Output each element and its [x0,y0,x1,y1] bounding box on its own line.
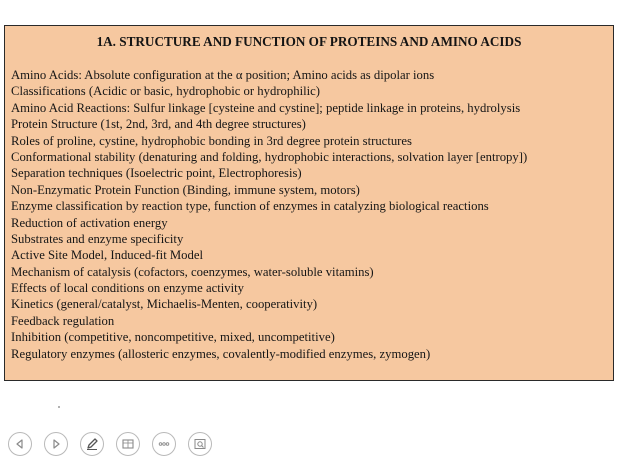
cursor-dot [58,406,60,408]
topic-item: Amino Acid Reactions: Sulfur linkage [cysteine and cystine]; peptide linkage in proteins, hydrolysis [11,100,521,115]
zoom-button[interactable] [188,432,212,456]
next-slide-button[interactable] [44,432,68,456]
topic-item: Amino Acids: Absolute configuration at the α position; Amino acids as dipolar ions [11,68,435,82]
topic-item: Enzyme classification by reaction type, function of enzymes in catalyzing biological reactions [11,199,489,214]
topic-item: Active Site Model, Induced-fit Model [11,248,204,263]
topic-item: Protein Structure (1st, 2nd, 3rd, and 4th degree structures) [11,117,306,132]
topic-item: Substrates and enzyme specificity [11,231,184,246]
topic-item: Roles of proline, cystine, hydrophobic bonding in 3rd degree protein structures [11,133,412,148]
pen-tool-button[interactable] [80,432,104,456]
slide-title: 1A. STRUCTURE AND FUNCTION OF PROTEINS AND AMINO ACIDS [96,34,522,49]
previous-slide-button[interactable] [8,432,32,456]
topic-item: Conformational stability (denaturing and folding, hydrophobic interactions, solvation layer [entropy]) [11,149,528,164]
previous-slide-icon [14,438,26,450]
pen-icon [85,437,99,451]
topic-item: Feedback regulation [11,313,115,328]
topic-item: Inhibition (competitive, noncompetitive, mixed, uncompetitive) [11,330,335,345]
topic-item: Mechanism of catalysis (cofactors, coenzymes, water-soluble vitamins) [11,264,374,279]
topic-item: Classifications (Acidic or basic, hydrophobic or hydrophilic) [11,84,321,99]
more-options-button[interactable] [152,432,176,456]
slides-overview-button[interactable] [116,432,140,456]
topic-item: Non-Enzymatic Protein Function (Binding, immune system, motors) [11,182,360,197]
more-options-icon [157,437,171,451]
zoom-icon [193,437,207,451]
topic-list [11,67,527,362]
presentation-toolbar [0,432,620,460]
topic-item: Reduction of activation energy [11,215,168,230]
topic-item: Kinetics (general/catalyst, Michaelis-Menten, cooperativity) [11,297,318,312]
slide-content-box [4,25,614,381]
topic-item: Effects of local conditions on enzyme activity [11,281,245,296]
slides-overview-icon [121,437,135,451]
topic-item: Regulatory enzymes (allosteric enzymes, covalently-modified enzymes, zymogen) [11,346,431,361]
topic-item: Separation techniques (Isoelectric point, Electrophoresis) [11,166,302,181]
next-slide-icon [50,438,62,450]
